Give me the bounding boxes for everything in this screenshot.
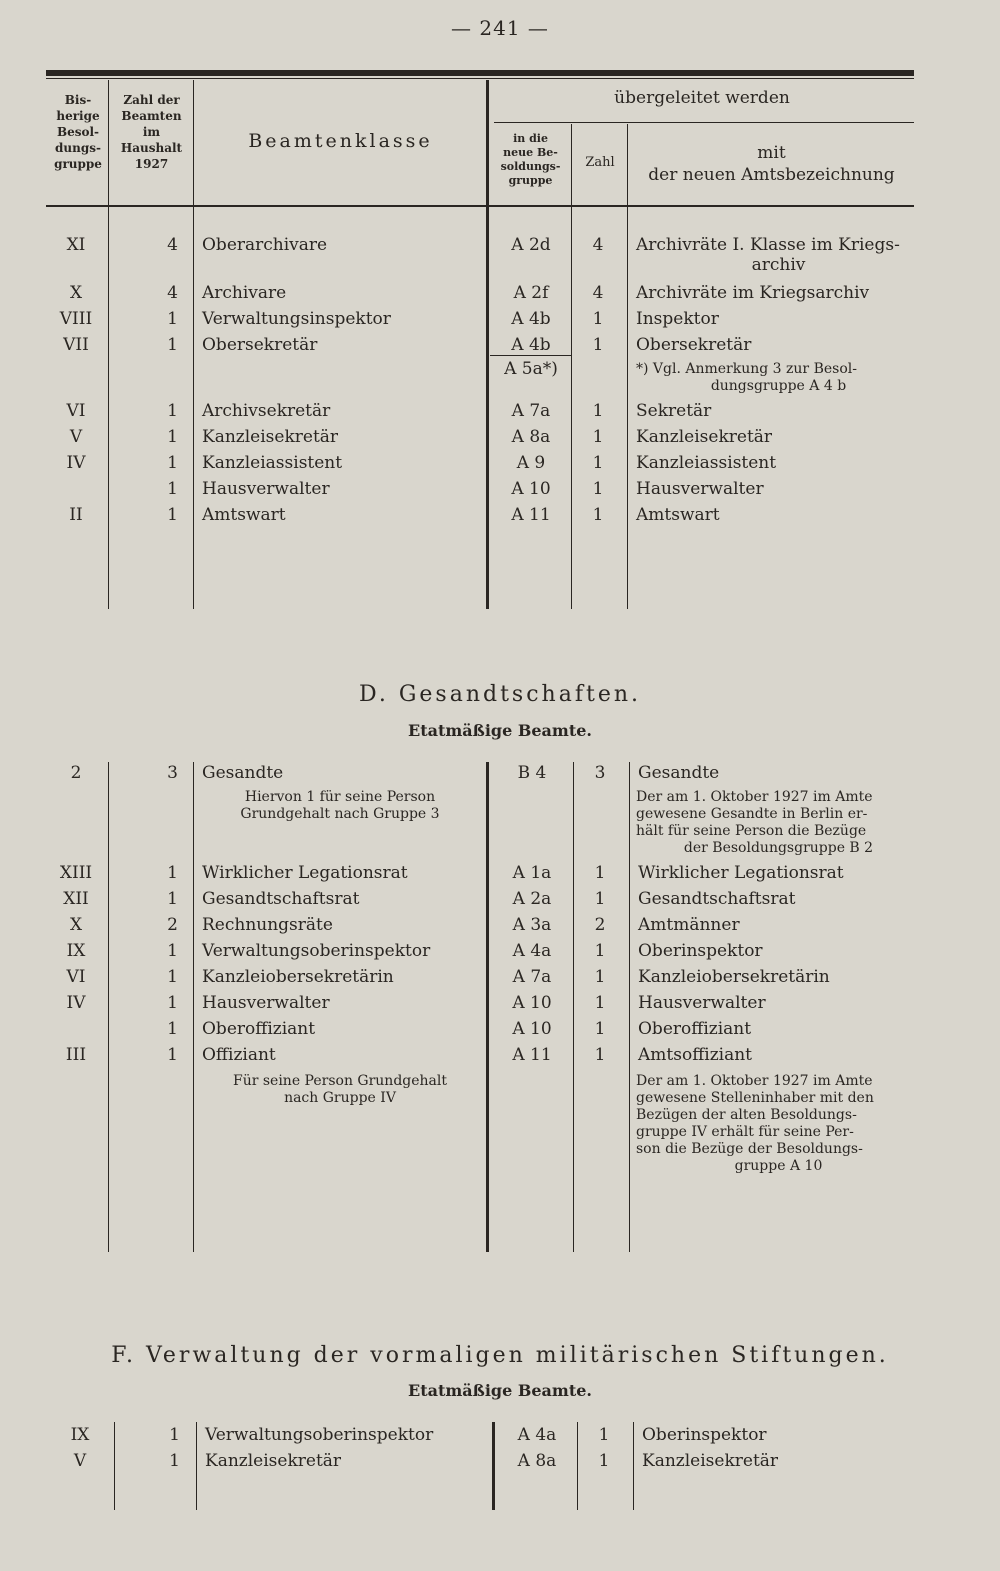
cell-class: Rechnungsräte: [202, 915, 333, 935]
cell-prior-group: XIII: [59, 863, 93, 883]
cell-new-title: Gesandte: [638, 763, 720, 783]
cell-number: 1: [598, 1425, 610, 1445]
cell-number: 1: [594, 1045, 606, 1065]
note-title-offiziant: Der am 1. Oktober 1927 im Amte gewesene Stelleninhaber mit den Bezügen der alten Besoldungs- gruppe IV erhält für seine Per- son die Bezüge der Besoldungs- gruppe A 10: [636, 1073, 874, 1174]
cell-count: 1: [169, 1425, 180, 1445]
page-number: — 241 —: [451, 16, 549, 40]
hdr-vline-3: [486, 80, 489, 205]
cell-number: 3: [594, 763, 606, 783]
header-group-transferred: übergeleitet werden: [614, 88, 790, 108]
cell-new-title: Oberinspektor: [638, 941, 763, 961]
f-vline-3: [492, 1422, 495, 1510]
cell-number: 1: [598, 1451, 610, 1471]
section-d-subtitle: Etatmäßige Beamte.: [408, 721, 592, 740]
cell-prior-group: V: [73, 1451, 87, 1471]
cell-class: Gesandte: [202, 763, 284, 783]
cell-new-title: Amtsoffiziant: [638, 1045, 753, 1065]
cell-class: Kanzleisekretär: [202, 427, 339, 447]
cell-prior-group: VIII: [59, 309, 93, 329]
f-vline-1: [114, 1422, 115, 1510]
cell-number: 1: [592, 479, 604, 499]
header-col-prior-group: Bis- herige Besol- dungs- gruppe: [54, 93, 102, 171]
cell-new-title: Amtmänner: [638, 915, 740, 935]
cell-new-title: Oberoffiziant: [638, 1019, 752, 1039]
cell-new-group: A 4a: [512, 941, 552, 961]
cell-number: 1: [594, 889, 606, 909]
f-vline-5: [633, 1422, 634, 1510]
cell-prior-group: XII: [63, 889, 89, 909]
cell-new-title: Hausverwalter: [638, 993, 766, 1013]
cell-number: 4: [592, 235, 604, 255]
cell-new-group: A 5a*): [504, 359, 558, 379]
cell-number: 4: [592, 283, 604, 303]
cell-number: 1: [594, 863, 606, 883]
cell-prior-group: II: [69, 505, 83, 525]
cell-prior-group: X: [69, 915, 83, 935]
cell-count: 4: [167, 235, 178, 255]
cell-new-title: Inspektor: [636, 309, 719, 329]
cell-number: 1: [592, 505, 604, 525]
cell-prior-group: V: [69, 427, 83, 447]
cell-number: 1: [594, 941, 606, 961]
cell-new-title-cont: dungsgruppe A 4 b: [710, 378, 847, 394]
cell-new-title: Amtswart: [636, 505, 720, 525]
cell-new-title: Archivräte im Kriegsarchiv: [636, 283, 870, 303]
cell-count: 4: [167, 283, 178, 303]
cell-number: 1: [592, 335, 604, 355]
note-class-offiziant: Für seine Person Grundgehalt nach Gruppe IV: [232, 1073, 447, 1106]
header-bottom-rule: [46, 205, 914, 207]
header-col-class: Beamtenklasse: [248, 130, 433, 152]
f-vline-4: [577, 1422, 578, 1510]
header-col-new-group: in die neue Be- soldungs- gruppe: [500, 132, 561, 187]
cell-count: 1: [167, 967, 178, 987]
cell-count: 1: [167, 889, 178, 909]
group-divider: [494, 122, 914, 123]
note-class-envoy: Hiervon 1 für seine Person Grundgehalt nach Gruppe 3: [240, 789, 440, 822]
cell-new-group: A 3a: [512, 915, 552, 935]
cell-new-title: Archivräte I. Klasse im Kriegs-: [636, 235, 900, 255]
cell-new-title: Kanzleiassistent: [636, 453, 777, 473]
hdr-vline-5: [627, 124, 628, 205]
hdr-vline-4: [571, 124, 572, 205]
cell-new-group: A 10: [511, 479, 551, 499]
cell-new-title: Kanzleisekretär: [636, 427, 773, 447]
header-col-new-title: mit der neuen Amtsbezeichnung: [648, 143, 895, 185]
d-vline-1: [108, 762, 109, 1252]
cell-number: 1: [592, 427, 604, 447]
cell-prior-group: VI: [66, 967, 86, 987]
cell-count: 1: [167, 863, 178, 883]
cell-number: 1: [592, 309, 604, 329]
cell-class: Oberoffiziant: [202, 1019, 316, 1039]
cell-class: Gesandtschaftsrat: [202, 889, 360, 909]
hdr-vline-2: [193, 80, 194, 205]
cell-new-title: Wirklicher Legationsrat: [638, 863, 844, 883]
cell-prior-group: IV: [66, 453, 86, 473]
t1-vline-3: [486, 207, 489, 609]
section-d-title: D. Gesandtschaften.: [359, 682, 641, 707]
cell-prior-group: IX: [70, 1425, 90, 1445]
cell-new-title: Kanzleiobersekretärin: [638, 967, 830, 987]
cell-count: 1: [167, 1045, 178, 1065]
d-vline-3: [486, 762, 489, 1252]
cell-count: 3: [167, 763, 178, 783]
cell-new-group: A 7a: [512, 967, 552, 987]
note-title-envoy: Der am 1. Oktober 1927 im Amte gewesene Gesandte in Berlin er- hält für seine Person die Bezüge der Besoldungsgruppe B 2: [636, 789, 874, 856]
cell-count: 1: [167, 335, 178, 355]
cell-class: Obersekretär: [202, 335, 318, 355]
cell-new-title: Obersekretär: [636, 335, 752, 355]
cell-new-group: A 8a: [517, 1451, 557, 1471]
cell-new-group: A 2a: [512, 889, 552, 909]
cell-new-group: A 2d: [511, 235, 551, 255]
cell-class: Verwaltungsinspektor: [202, 309, 391, 329]
cell-new-group: A 8a: [511, 427, 551, 447]
cell-class: Wirklicher Legationsrat: [202, 863, 408, 883]
cell-class: Kanzleisekretär: [205, 1451, 342, 1471]
section-f-subtitle: Etatmäßige Beamte.: [408, 1381, 592, 1400]
cell-new-group: A 9: [516, 453, 546, 473]
cell-count: 1: [167, 941, 178, 961]
cell-number: 1: [594, 1019, 606, 1039]
table-top-rule-thin: [46, 78, 914, 79]
cell-new-title: Hausverwalter: [636, 479, 764, 499]
cell-class: Verwaltungsoberinspektor: [202, 941, 431, 961]
cell-count: 1: [167, 309, 178, 329]
cell-new-group: A 4b: [511, 309, 551, 329]
cell-count: 1: [169, 1451, 180, 1471]
cell-prior-group: XI: [66, 235, 86, 255]
cell-new-group: A 10: [512, 1019, 552, 1039]
cell-prior-group: III: [65, 1045, 87, 1065]
cell-class: Verwaltungsoberinspektor: [205, 1425, 434, 1445]
cell-prior-group: IX: [66, 941, 86, 961]
d-vline-2: [193, 762, 194, 1252]
hdr-vline-1: [108, 80, 109, 205]
cell-class: Hausverwalter: [202, 993, 330, 1013]
t1-vline-4: [571, 207, 572, 609]
cell-new-group: B 4: [517, 763, 547, 783]
cell-count: 1: [167, 993, 178, 1013]
cell-class: Kanzleiobersekretärin: [202, 967, 394, 987]
cell-new-title: Sekretär: [636, 401, 712, 421]
cell-new-title-cont: archiv: [751, 255, 806, 275]
cell-number: 1: [594, 993, 606, 1013]
header-col-number: Zahl: [585, 155, 615, 170]
cell-new-group: A 4b: [511, 335, 551, 355]
cell-number: 1: [594, 967, 606, 987]
cell-class: Amtswart: [202, 505, 286, 525]
header-col-count-1927: Zahl der Beamten im Haushalt 1927: [120, 93, 183, 171]
t1-vline-5: [627, 207, 628, 609]
cell-prior-group: VI: [66, 401, 86, 421]
table-top-rule: [46, 70, 914, 76]
t1-vline-2: [193, 207, 194, 609]
cell-prior-group: 2: [70, 763, 82, 783]
cell-prior-group: VII: [63, 335, 89, 355]
t1-vline-1: [108, 207, 109, 609]
cell-prior-group: IV: [66, 993, 86, 1013]
d-vline-5: [629, 762, 630, 1252]
cell-class: Kanzleiassistent: [202, 453, 343, 473]
cell-new-group: A 2f: [513, 283, 549, 303]
cell-class: Archivare: [202, 283, 287, 303]
f-vline-2: [196, 1422, 197, 1510]
cell-count: 1: [167, 453, 178, 473]
cell-number: 2: [594, 915, 606, 935]
d-vline-4: [573, 762, 574, 1252]
cell-new-group: A 11: [511, 505, 551, 525]
cell-count: 1: [167, 401, 178, 421]
cell-class: Hausverwalter: [202, 479, 330, 499]
cell-new-title: Oberinspektor: [642, 1425, 767, 1445]
cell-new-title: Gesandtschaftsrat: [638, 889, 796, 909]
cell-count: 1: [167, 479, 178, 499]
cell-new-title: *) Vgl. Anmerkung 3 zur Besol-: [636, 361, 857, 377]
cell-new-group: A 11: [512, 1045, 552, 1065]
cell-new-title: Kanzleisekretär: [642, 1451, 779, 1471]
cell-class: Archivsekretär: [202, 401, 331, 421]
cell-new-group: A 4a: [517, 1425, 557, 1445]
cell-new-group: A 1a: [512, 863, 552, 883]
section-f-title: F. Verwaltung der vormaligen militärischen Stiftungen.: [111, 1343, 889, 1368]
cell-class: Oberarchivare: [202, 235, 328, 255]
cell-count: 1: [167, 1019, 178, 1039]
cell-count: 1: [167, 427, 178, 447]
cell-count: 2: [167, 915, 178, 935]
cell-count: 1: [167, 505, 178, 525]
cell-number: 1: [592, 401, 604, 421]
cell-new-group: A 7a: [511, 401, 551, 421]
cell-class: Offiziant: [202, 1045, 276, 1065]
cell-number: 1: [592, 453, 604, 473]
cell-new-group: A 10: [512, 993, 552, 1013]
cell-prior-group: X: [69, 283, 83, 303]
